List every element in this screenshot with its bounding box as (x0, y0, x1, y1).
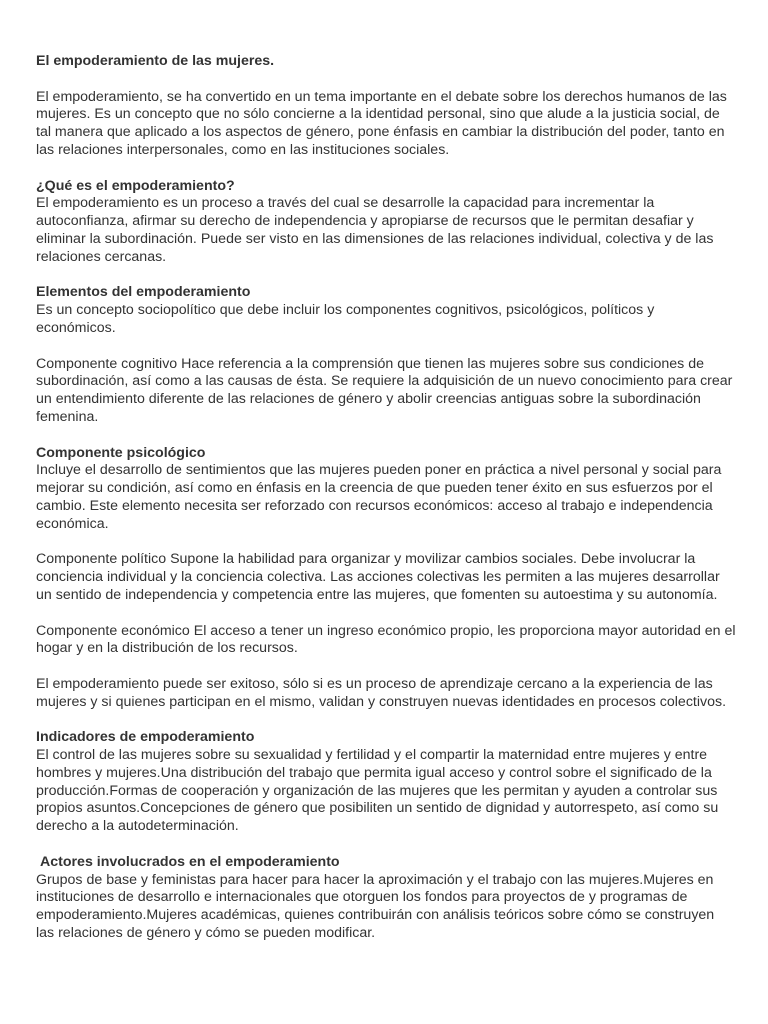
section-heading-psicologico: Componente psicológico (36, 444, 206, 461)
section-text-indicadores: El control de las mujeres sobre su sexualidad y fertilidad y el compartir la maternidad entre mujeres y entre hombres y mujeres.Una distribución del trabajo que permita igual acceso y control sobre el significado de la producción.Formas de cooperación y organización de las mujeres que les permitan y ayuden a controlar sus propios asuntos.Concepciones de género que posibiliten un sentido de dignidad y autorrespeto, así como su derecho a la autodeterminación. (36, 747, 719, 835)
section-heading-que-es: ¿Qué es el empoderamiento? (36, 177, 235, 194)
section-elementos (36, 284, 736, 337)
section-text-que-es: El empoderamiento es un proceso a través del cual se desarrolle la capacidad para incrementar la autoconfianza, afirmar su derecho de independencia y apropiarse de recursos que le permitan desafiar y eliminar la subordinación. Puede ser visto en las dimensiones de las relaciones individual, colectiva y de las relaciones cercanas. (36, 195, 714, 265)
section-heading-indicadores: Indicadores de empoderamiento (36, 729, 255, 746)
section-text-actores: Grupos de base y feministas para hacer para hacer la aproximación y el trabajo con las mujeres.Mujeres en instituciones de desarrollo e internacionales que otorguen los fondos para proyectos de y programas de empoderamiento.Mujeres académicas, quienes contribuirán con análisis teóricos sobre cómo se construyen las relaciones de género y cómo se pueden modificar. (36, 871, 715, 942)
section-text-elementos: Es un concepto sociopolítico que debe incluir los componentes cognitivos, psicológicos, políticos y económicos. (36, 302, 655, 336)
paragraph-componente-cognitivo: Componente cognitivo Hace referencia a la comprensión que tienen las mujeres sobre sus condiciones de subordinación, así como a las causas de ésta. Se requiere la adquisición de un nuevo conocimiento para crear un entendimiento diferente de las relaciones de género y abolir creencias antiguas sobre la subordinación femenina. (36, 355, 733, 425)
paragraph-exitoso: El empoderamiento puede ser exitoso, sólo si es un proceso de aprendizaje cercano a la experiencia de las mujeres y si quienes participan en el mismo, validan y construyen nuevas identidades en procesos colectivos. (36, 675, 727, 710)
section-heading-elementos: Elementos del empoderamiento (36, 284, 251, 301)
paragraph-componente-economico: Componente económico El acceso a tener un ingreso económico propio, les proporciona mayor autoridad en el hogar y en la distribución de los recursos. (36, 622, 736, 657)
section-que-es (36, 178, 736, 267)
section-actores (36, 854, 736, 943)
section-text-psicologico: Incluye el desarrollo de sentimientos que las mujeres pueden poner en práctica a nivel personal y social para mejorar su condición, así como en énfasis en la creencia de que pueden tener éxito en sus esfuerzos por el cambio. Este elemento necesita ser reforzado con recursos económicos: acceso al trabajo e independencia económica. (36, 462, 722, 532)
paragraph-componente-politico: Componente político Supone la habilidad para organizar y movilizar cambios sociales. Debe involucrar la conciencia individual y la conciencia colectiva. Las acciones colectivas les permiten a las mujeres desarrollar un sentido de independencia y competencia entre las mujeres, que fomenten su autoestima y su autonomía. (36, 551, 720, 603)
section-indicadores (36, 729, 736, 836)
section-psicologico (36, 445, 736, 534)
section-heading-actores: Actores involucrados en el empoderamiento (40, 853, 340, 870)
document-title: El empoderamiento de las mujeres. (36, 53, 275, 69)
document-body (36, 53, 736, 961)
intro-paragraph: El empoderamiento, se ha convertido en un tema importante en el debate sobre los derechos humanos de las mujeres. Es un concepto que no sólo concierne a la identidad personal, sino que alude a la justicia social, de tal manera que aplicado a los aspectos de género, pone énfasis en cambiar la distribución del poder, tanto en las relaciones interpersonales, como en las instituciones sociales. (36, 88, 727, 158)
